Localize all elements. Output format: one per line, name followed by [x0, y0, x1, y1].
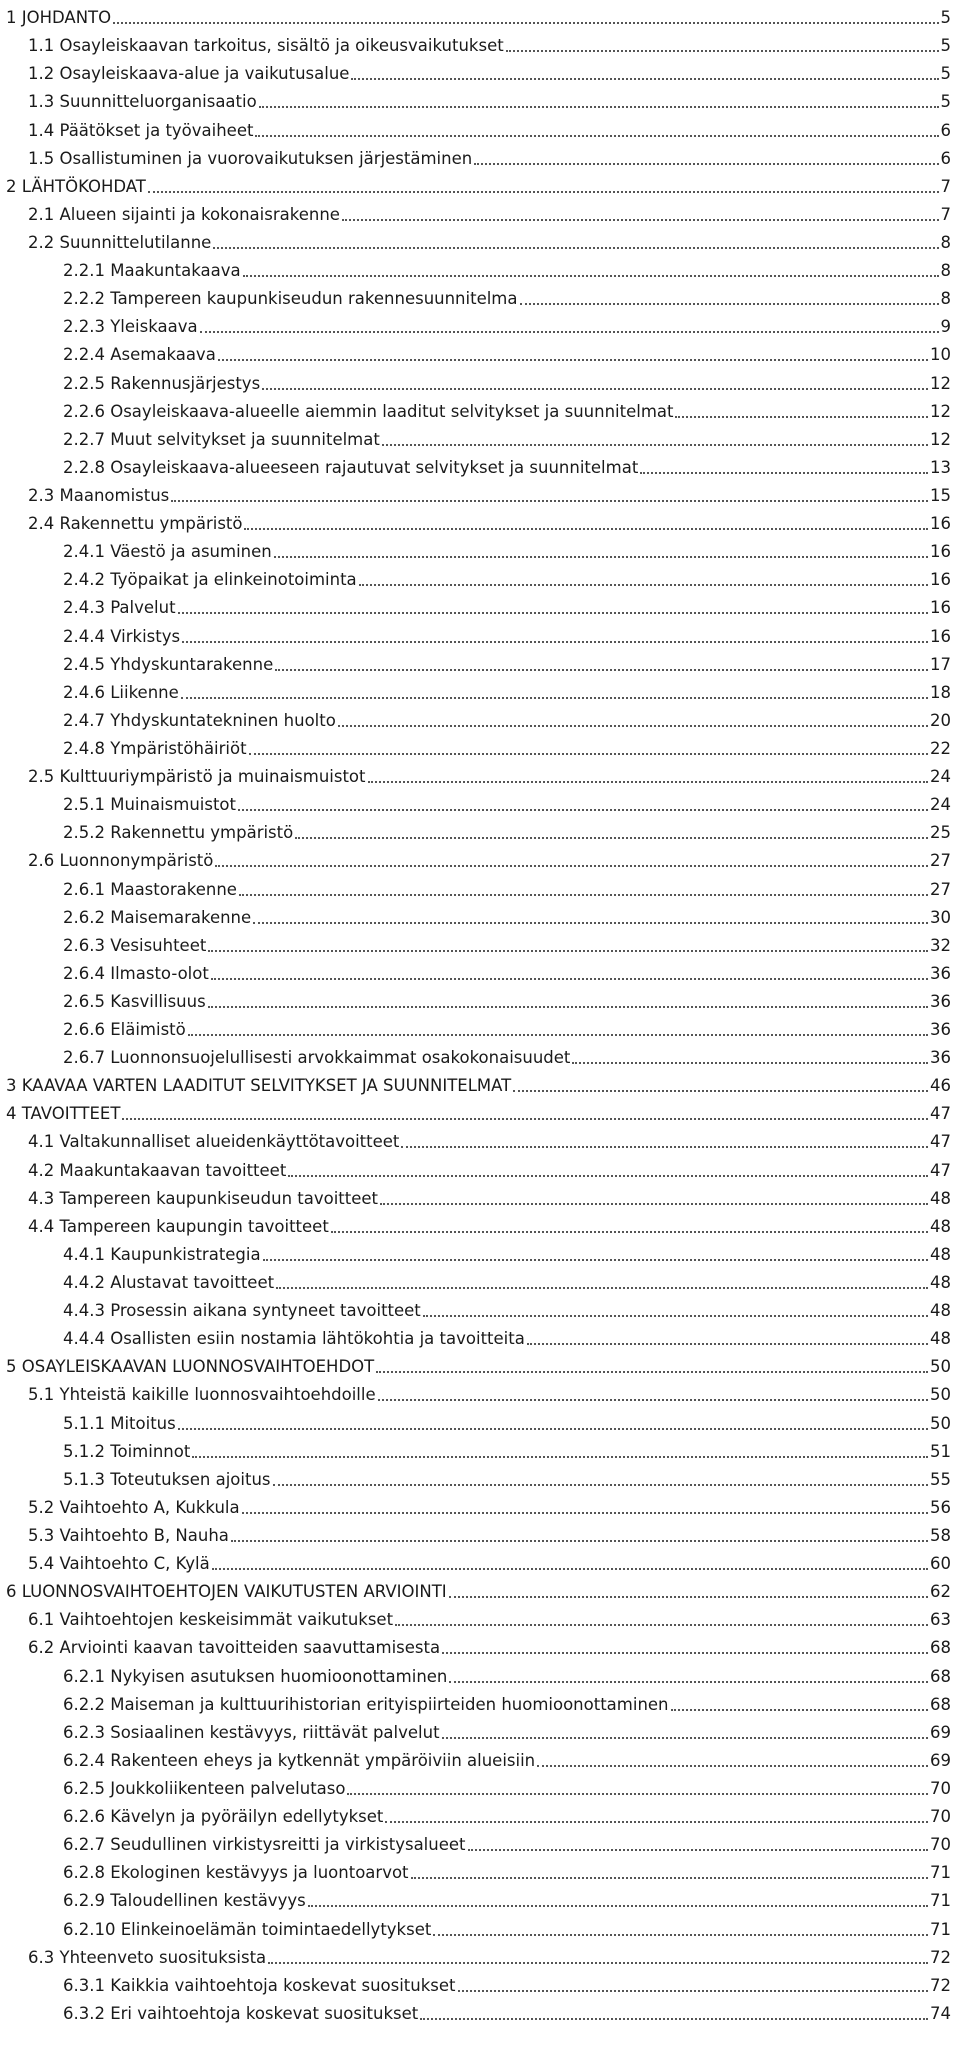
toc-entry-page-number: 6	[940, 120, 951, 140]
toc-entry-page-number: 9	[940, 317, 951, 337]
toc-dot-leader	[347, 1793, 928, 1795]
toc-dot-leader	[295, 837, 928, 839]
toc-entry-page-number: 5	[940, 92, 951, 112]
toc-entry-page-number: 56	[930, 1497, 951, 1517]
toc-entry-page-number: 71	[930, 1891, 951, 1911]
toc-entry[interactable]	[0, 337, 951, 365]
toc-entry[interactable]	[0, 787, 951, 815]
toc-dot-leader	[188, 1034, 928, 1036]
toc-dot-leader	[113, 22, 938, 24]
toc-entry-title: 4.3 Tampereen kaupunkiseudun tavoitteet	[28, 1188, 379, 1208]
toc-entry[interactable]	[0, 1855, 951, 1883]
toc-entry[interactable]	[0, 1630, 951, 1658]
toc-entry[interactable]	[0, 1012, 951, 1040]
toc-entry-title: 4.4.2 Alustavat tavoitteet	[63, 1273, 275, 1293]
toc-entry-title: 2.2.3 Yleiskaava	[63, 317, 198, 337]
toc-entry[interactable]	[0, 84, 951, 112]
toc-entry-page-number: 12	[930, 401, 951, 421]
toc-dot-leader	[192, 1456, 928, 1458]
toc-entry-page-number: 72	[930, 1947, 951, 1967]
toc-entry-title: 4.4 Tampereen kaupungin tavoitteet	[28, 1216, 329, 1236]
toc-entry[interactable]	[0, 1518, 951, 1546]
toc-entry-page-number: 62	[930, 1582, 951, 1602]
toc-entry-title: 2.2.6 Osayleiskaava-alueelle aiemmin laaditut selvitykset ja suunnitelmat	[63, 401, 674, 421]
toc-entry-title: 6.2.4 Rakenteen eheys ja kytkennät ympäröiviin alueisiin	[63, 1750, 536, 1770]
toc-entry-page-number: 69	[930, 1722, 951, 1742]
toc-entry[interactable]	[0, 731, 951, 759]
toc-dot-leader	[255, 135, 938, 137]
toc-dot-leader	[239, 894, 928, 896]
toc-entry[interactable]	[0, 759, 951, 787]
toc-entry[interactable]	[0, 197, 951, 225]
toc-entry-title: 6.2.3 Sosiaalinen kestävyys, riittävät palvelut	[63, 1722, 440, 1742]
toc-entry-title: 2.4.2 Työpaikat ja elinkeinotoiminta	[63, 570, 357, 590]
toc-entry[interactable]	[0, 1715, 951, 1743]
toc-entry[interactable]	[0, 1687, 951, 1715]
toc-entry-page-number: 36	[930, 1048, 951, 1068]
toc-entry[interactable]	[0, 1996, 951, 2024]
toc-entry[interactable]	[0, 0, 951, 28]
toc-entry-title: 5.4 Vaihtoehto C, Kylä	[28, 1554, 210, 1574]
toc-entry[interactable]	[0, 534, 951, 562]
toc-entry-page-number: 16	[930, 598, 951, 618]
toc-entry-title: 5.1.2 Toiminnot	[63, 1441, 191, 1461]
toc-entry[interactable]	[0, 590, 951, 618]
toc-entry[interactable]	[0, 281, 951, 309]
toc-entry-page-number: 36	[930, 963, 951, 983]
toc-entry[interactable]	[0, 253, 951, 281]
toc-entry-page-number: 48	[930, 1244, 951, 1264]
toc-dot-leader	[537, 1765, 928, 1767]
toc-entry-page-number: 5	[940, 36, 951, 56]
toc-entry-page-number: 10	[930, 345, 951, 365]
toc-entry-title: 2.2.2 Tampereen kaupunkiseudun rakennesuunnitelma	[63, 289, 518, 309]
toc-dot-leader	[572, 1062, 928, 1064]
toc-dot-leader	[263, 1259, 928, 1261]
toc-entry[interactable]	[0, 365, 951, 393]
toc-entry-title: 2.4.1 Väestö ja asuminen	[63, 542, 272, 562]
toc-entry[interactable]	[0, 506, 951, 534]
toc-entry-page-number: 18	[930, 682, 951, 702]
toc-entry[interactable]	[0, 1293, 951, 1321]
toc-dot-leader	[208, 950, 928, 952]
toc-entry-title: 6.2 Arviointi kaavan tavoitteiden saavuttamisesta	[28, 1638, 441, 1658]
toc-entry[interactable]	[0, 450, 951, 478]
toc-entry-title: 6.1 Vaihtoehtojen keskeisimmät vaikutukset	[28, 1610, 394, 1630]
toc-entry-title: 1.5 Osallistuminen ja vuorovaikutuksen järjestäminen	[28, 148, 473, 168]
toc-entry-title: 2.6.3 Vesisuhteet	[63, 935, 207, 955]
toc-dot-leader	[122, 1118, 928, 1120]
toc-entry-page-number: 16	[930, 570, 951, 590]
toc-dot-leader	[513, 1090, 928, 1092]
toc-entry[interactable]	[0, 1124, 951, 1152]
toc-entry[interactable]	[0, 225, 951, 253]
toc-entry-title: 5.1.3 Toteutuksen ajoitus	[63, 1469, 271, 1489]
toc-dot-leader	[182, 641, 928, 643]
toc-entry[interactable]	[0, 1405, 951, 1433]
toc-entry-page-number: 5	[940, 64, 951, 84]
toc-entry-page-number: 50	[930, 1385, 951, 1405]
toc-entry-page-number: 25	[930, 823, 951, 843]
toc-entry[interactable]	[0, 1799, 951, 1827]
toc-entry-title: 2.1 Alueen sijainti ja kokonaisrakenne	[28, 204, 340, 224]
toc-dot-leader	[274, 556, 928, 558]
toc-entry[interactable]	[0, 815, 951, 843]
toc-entry-page-number: 27	[930, 851, 951, 871]
toc-entry-title: 4.2 Maakuntakaavan tavoitteet	[28, 1160, 287, 1180]
toc-entry-title: 5.2 Vaihtoehto A, Kukkula	[28, 1497, 240, 1517]
toc-dot-leader	[276, 1287, 928, 1289]
toc-entry-page-number: 47	[930, 1104, 951, 1124]
toc-entry-title: 5.3 Vaihtoehto B, Nauha	[28, 1526, 229, 1546]
toc-entry-page-number: 50	[930, 1413, 951, 1433]
toc-entry[interactable]	[0, 422, 951, 450]
toc-entry-page-number: 7	[940, 176, 951, 196]
toc-entry[interactable]	[0, 56, 951, 84]
toc-entry-page-number: 27	[930, 879, 951, 899]
toc-dot-leader	[368, 781, 929, 783]
toc-entry-page-number: 8	[940, 232, 951, 252]
toc-dot-leader	[378, 1399, 928, 1401]
toc-entry[interactable]	[0, 1237, 951, 1265]
toc-dot-leader	[288, 1175, 928, 1177]
toc-entry-title: 4.4.3 Prosessin aikana syntyneet tavoitteet	[63, 1301, 421, 1321]
toc-entry-title: 1.4 Päätökset ja työvaiheet	[28, 120, 254, 140]
toc-entry-title: 2.4.6 Liikenne	[63, 682, 179, 702]
toc-entry[interactable]	[0, 618, 951, 646]
toc-entry-title: 4.4.4 Osallisten esiin nostamia lähtökohtia ja tavoitteita	[63, 1329, 525, 1349]
toc-entry[interactable]	[0, 843, 951, 871]
toc-dot-leader	[208, 1006, 928, 1008]
toc-entry-page-number: 68	[930, 1666, 951, 1686]
toc-entry-page-number: 48	[930, 1329, 951, 1349]
toc-entry-title: 1 JOHDANTO	[6, 8, 112, 28]
toc-dot-leader	[351, 78, 938, 80]
toc-entry-page-number: 24	[930, 767, 951, 787]
toc-entry-page-number: 48	[930, 1301, 951, 1321]
toc-entry-title: 2.4.4 Virkistys	[63, 626, 181, 646]
toc-dot-leader	[420, 2018, 928, 2020]
toc-entry[interactable]	[0, 1743, 951, 1771]
toc-entry-page-number: 16	[930, 542, 951, 562]
toc-entry-title: 2.6.7 Luonnonsuojelullisesti arvokkaimmat osakokonaisuudet	[63, 1048, 571, 1068]
toc-dot-leader	[449, 1596, 928, 1598]
toc-entry-title: 2.2.8 Osayleiskaava-alueeseen rajautuvat selvitykset ja suunnitelmat	[63, 457, 639, 477]
toc-dot-leader	[442, 1737, 928, 1739]
toc-entry-page-number: 71	[930, 1919, 951, 1939]
toc-entry[interactable]	[0, 1434, 951, 1462]
toc-entry-title: 6 LUONNOSVAIHTOEHTOJEN VAIKUTUSTEN ARVIOINTI	[6, 1582, 447, 1602]
toc-entry-title: 2.4 Rakennettu ympäristö	[28, 514, 243, 534]
toc-dot-leader	[249, 753, 928, 755]
toc-entry[interactable]	[0, 1574, 951, 1602]
toc-dot-leader	[200, 331, 939, 333]
toc-entry[interactable]	[0, 1658, 951, 1686]
toc-entry[interactable]	[0, 1040, 951, 1068]
toc-entry-title: 2.2 Suunnittelutilanne	[28, 232, 212, 252]
toc-entry[interactable]	[0, 562, 951, 590]
toc-entry-title: 1.2 Osayleiskaava-alue ja vaikutusalue	[28, 64, 350, 84]
toc-entry-page-number: 15	[930, 485, 951, 505]
toc-dot-leader	[262, 388, 928, 390]
toc-entry-title: 2 LÄHTÖKOHDAT	[6, 176, 146, 196]
toc-entry-title: 4 TAVOITTEET	[6, 1104, 121, 1124]
toc-entry[interactable]	[0, 647, 951, 675]
toc-entry[interactable]	[0, 956, 951, 984]
toc-entry-page-number: 36	[930, 1020, 951, 1040]
toc-dot-leader	[527, 1343, 928, 1345]
toc-entry-page-number: 70	[930, 1779, 951, 1798]
toc-dot-leader	[171, 500, 928, 502]
toc-entry[interactable]	[0, 928, 951, 956]
toc-entry-page-number: 68	[930, 1694, 951, 1714]
toc-entry[interactable]	[0, 1152, 951, 1180]
toc-entry[interactable]	[0, 1068, 951, 1096]
toc-entry[interactable]	[0, 1209, 951, 1237]
toc-entry-page-number: 22	[930, 738, 951, 758]
toc-dot-leader	[243, 275, 939, 277]
toc-entry[interactable]	[0, 1265, 951, 1293]
toc-entry[interactable]	[0, 1911, 951, 1939]
toc-dot-leader	[242, 1512, 928, 1514]
toc-dot-leader	[468, 1849, 929, 1851]
toc-entry-page-number: 17	[930, 654, 951, 674]
toc-entry-title: 4.4.1 Kaupunkistrategia	[63, 1244, 261, 1264]
toc-entry-title: 2.6.2 Maisemarakenne	[63, 907, 252, 927]
toc-entry-page-number: 20	[930, 710, 951, 730]
toc-entry-page-number: 12	[930, 429, 951, 449]
toc-dot-leader	[458, 1990, 929, 1992]
toc-entry-page-number: 70	[930, 1807, 951, 1827]
toc-dot-leader	[275, 669, 928, 671]
toc-entry-title: 1.1 Osayleiskaavan tarkoitus, sisältö ja oikeusvaikutukset	[28, 36, 504, 56]
toc-dot-leader	[395, 1624, 928, 1626]
toc-entry[interactable]	[0, 309, 951, 337]
toc-entry-page-number: 36	[930, 991, 951, 1011]
toc-entry[interactable]	[0, 984, 951, 1012]
toc-entry-page-number: 48	[930, 1216, 951, 1236]
toc-entry-title: 2.5.1 Muinaismuistot	[63, 795, 237, 815]
toc-entry-title: 2.4.5 Yhdyskuntarakenne	[63, 654, 274, 674]
toc-entry-title: 2.6.5 Kasvillisuus	[63, 991, 206, 1011]
toc-entry[interactable]	[0, 1771, 951, 1799]
toc-entry[interactable]	[0, 1181, 951, 1209]
toc-dot-leader	[178, 1428, 928, 1430]
toc-entry-title: 2.6 Luonnonympäristö	[28, 851, 214, 871]
toc-entry-title: 6.2.7 Seudullinen virkistysreitti ja virkistysalueet	[63, 1835, 466, 1855]
toc-dot-leader	[215, 865, 928, 867]
toc-entry-page-number: 50	[930, 1357, 951, 1377]
toc-entry[interactable]	[0, 1462, 951, 1490]
toc-entry-page-number: 24	[930, 795, 951, 815]
toc-entry[interactable]	[0, 141, 951, 169]
toc-dot-leader	[342, 219, 939, 221]
toc-dot-leader	[231, 1540, 928, 1542]
toc-entry-page-number: 60	[930, 1554, 951, 1574]
toc-dot-leader	[380, 1203, 928, 1205]
toc-entry-title: 2.5.2 Rakennettu ympäristö	[63, 823, 294, 843]
toc-dot-leader	[178, 612, 928, 614]
toc-dot-leader	[268, 1962, 928, 1964]
toc-entry-title: 2.4.8 Ympäristöhäiriöt	[63, 738, 247, 758]
toc-entry-title: 2.6.1 Maastorakenne	[63, 879, 237, 899]
toc-dot-leader	[244, 528, 928, 530]
toc-entry-title: 2.5 Kulttuuriympäristö ja muinaismuistot	[28, 767, 366, 787]
toc-entry-title: 2.2.5 Rakennusjärjestys	[63, 373, 261, 393]
toc-entry-title: 6.2.5 Joukkoliikenteen palvelutaso	[63, 1779, 346, 1798]
toc-entry-page-number: 51	[930, 1441, 951, 1461]
toc-entry-page-number: 5	[940, 8, 951, 28]
toc-dot-leader	[675, 416, 928, 418]
toc-entry-title: 6.2.10 Elinkeinoelämän toimintaedellytykset	[63, 1919, 432, 1939]
toc-entry-page-number: 13	[930, 457, 951, 477]
toc-entry-page-number: 16	[930, 514, 951, 534]
toc-entry-title: 2.2.4 Asemakaava	[63, 345, 216, 365]
toc-entry-page-number: 8	[940, 289, 951, 309]
toc-entry-page-number: 46	[930, 1076, 951, 1096]
toc-entry-page-number: 12	[930, 373, 951, 393]
toc-entry[interactable]	[0, 28, 951, 56]
toc-entry-title: 4.1 Valtakunnalliset alueidenkäyttötavoitteet	[28, 1132, 400, 1152]
toc-dot-leader	[212, 1568, 928, 1570]
toc-dot-leader	[671, 1709, 928, 1711]
toc-dot-leader	[213, 247, 938, 249]
toc-entry-page-number: 16	[930, 626, 951, 646]
toc-entry-page-number: 8	[940, 261, 951, 281]
toc-dot-leader	[442, 1652, 928, 1654]
toc-dot-leader	[331, 1231, 928, 1233]
toc-entry[interactable]	[0, 1490, 951, 1518]
toc-entry-title: 6.3.2 Eri vaihtoehtoja koskevat suositukset	[63, 2003, 419, 2023]
toc-entry[interactable]	[0, 900, 951, 928]
toc-entry-page-number: 70	[930, 1835, 951, 1855]
toc-dot-leader	[433, 1934, 928, 1936]
toc-entry-title: 6.2.6 Kävelyn ja pyöräilyn edellytykset	[63, 1807, 384, 1827]
toc-dot-leader	[359, 584, 928, 586]
toc-entry-page-number: 48	[930, 1188, 951, 1208]
toc-entry-title: 5.1 Yhteistä kaikille luonnosvaihtoehdoille	[28, 1385, 376, 1405]
toc-entry[interactable]	[0, 871, 951, 899]
toc-entry[interactable]	[0, 1602, 951, 1630]
toc-entry-title: 2.4.7 Yhdyskuntatekninen huolto	[63, 710, 336, 730]
toc-entry-page-number: 47	[930, 1160, 951, 1180]
toc-entry-page-number: 71	[930, 1863, 951, 1883]
toc-entry[interactable]	[0, 1546, 951, 1574]
toc-entry-title: 6.2.8 Ekologinen kestävyys ja luontoarvot	[63, 1863, 409, 1883]
toc-dot-leader	[520, 303, 939, 305]
toc-entry-title: 5.1.1 Mitoitus	[63, 1413, 176, 1433]
toc-entry-title: 6.3.1 Kaikkia vaihtoehtoja koskevat suositukset	[63, 1975, 456, 1995]
toc-entry[interactable]	[0, 1377, 951, 1405]
toc-entry-title: 2.3 Maanomistus	[28, 485, 170, 505]
toc-dot-leader	[423, 1315, 928, 1317]
toc-dot-leader	[376, 1371, 928, 1373]
toc-entry-page-number: 68	[930, 1638, 951, 1658]
toc-dot-leader	[218, 359, 928, 361]
toc-entry-page-number: 63	[930, 1610, 951, 1630]
toc-entry-title: 3 KAAVAA VARTEN LAADITUT SELVITYKSET JA SUUNNITELMAT	[6, 1076, 512, 1096]
toc-entry-title: 6.2.1 Nykyisen asutuksen huomioonottaminen	[63, 1666, 448, 1686]
toc-entry[interactable]	[0, 112, 951, 140]
toc-dot-leader	[259, 106, 939, 108]
toc-entry-page-number: 74	[930, 2003, 951, 2023]
toc-entry-title: 6.2.9 Taloudellinen kestävyys	[63, 1891, 306, 1911]
toc-entry-title: 6.3 Yhteenveto suosituksista	[28, 1947, 267, 1967]
toc-dot-leader	[474, 163, 938, 165]
toc-entry-title: 5 OSAYLEISKAAVAN LUONNOSVAIHTOEHDOT	[6, 1357, 375, 1377]
toc-dot-leader	[640, 472, 928, 474]
toc-dot-leader	[506, 50, 939, 52]
toc-entry-page-number: 72	[930, 1975, 951, 1995]
toc-dot-leader	[211, 978, 928, 980]
toc-dot-leader	[411, 1877, 928, 1879]
toc-entry[interactable]	[0, 478, 951, 506]
toc-dot-leader	[181, 697, 928, 699]
toc-dot-leader	[449, 1681, 928, 1683]
toc-entry[interactable]	[0, 1349, 951, 1377]
toc-entry-page-number: 58	[930, 1526, 951, 1546]
toc-dot-leader	[338, 725, 928, 727]
toc-entry[interactable]	[0, 1940, 951, 1968]
toc-entry-title: 2.2.1 Maakuntakaava	[63, 261, 241, 281]
toc-dot-leader	[253, 922, 928, 924]
toc-entry-title: 1.3 Suunnitteluorganisaatio	[28, 92, 257, 112]
toc-entry-page-number: 55	[930, 1469, 951, 1489]
toc-entry[interactable]	[0, 1883, 951, 1911]
toc-entry[interactable]	[0, 1827, 951, 1855]
toc-entry-title: 2.6.6 Eläimistö	[63, 1020, 186, 1040]
toc-entry-title: 6.2.2 Maiseman ja kulttuurihistorian erityispiirteiden huomioonottaminen	[63, 1694, 669, 1714]
toc-entry[interactable]	[0, 394, 951, 422]
toc-entry-page-number: 47	[930, 1132, 951, 1152]
toc-dot-leader	[273, 1484, 928, 1486]
toc-dot-leader	[308, 1905, 928, 1907]
toc-entry[interactable]	[0, 675, 951, 703]
toc-dot-leader	[385, 1821, 928, 1823]
toc-entry[interactable]	[0, 169, 951, 197]
toc-entry-page-number: 7	[940, 204, 951, 224]
toc-dot-leader	[148, 191, 939, 193]
toc-entry-page-number: 69	[930, 1750, 951, 1770]
toc-entry[interactable]	[0, 703, 951, 731]
toc-entry-page-number: 48	[930, 1273, 951, 1293]
toc-entry-title: 2.6.4 Ilmasto-olot	[63, 963, 209, 983]
toc-entry[interactable]	[0, 1096, 951, 1124]
toc-dot-leader	[238, 809, 928, 811]
toc-entry-page-number: 30	[930, 907, 951, 927]
toc-dot-leader	[401, 1146, 928, 1148]
toc-entry-title: 2.4.3 Palvelut	[63, 598, 176, 618]
toc-entry[interactable]	[0, 1968, 951, 1996]
toc-entry-page-number: 32	[930, 935, 951, 955]
toc-entry[interactable]	[0, 1321, 951, 1349]
toc-entry-title: 2.2.7 Muut selvitykset ja suunnitelmat	[63, 429, 380, 449]
toc-entry-page-number: 6	[940, 148, 951, 168]
toc-dot-leader	[382, 444, 928, 446]
